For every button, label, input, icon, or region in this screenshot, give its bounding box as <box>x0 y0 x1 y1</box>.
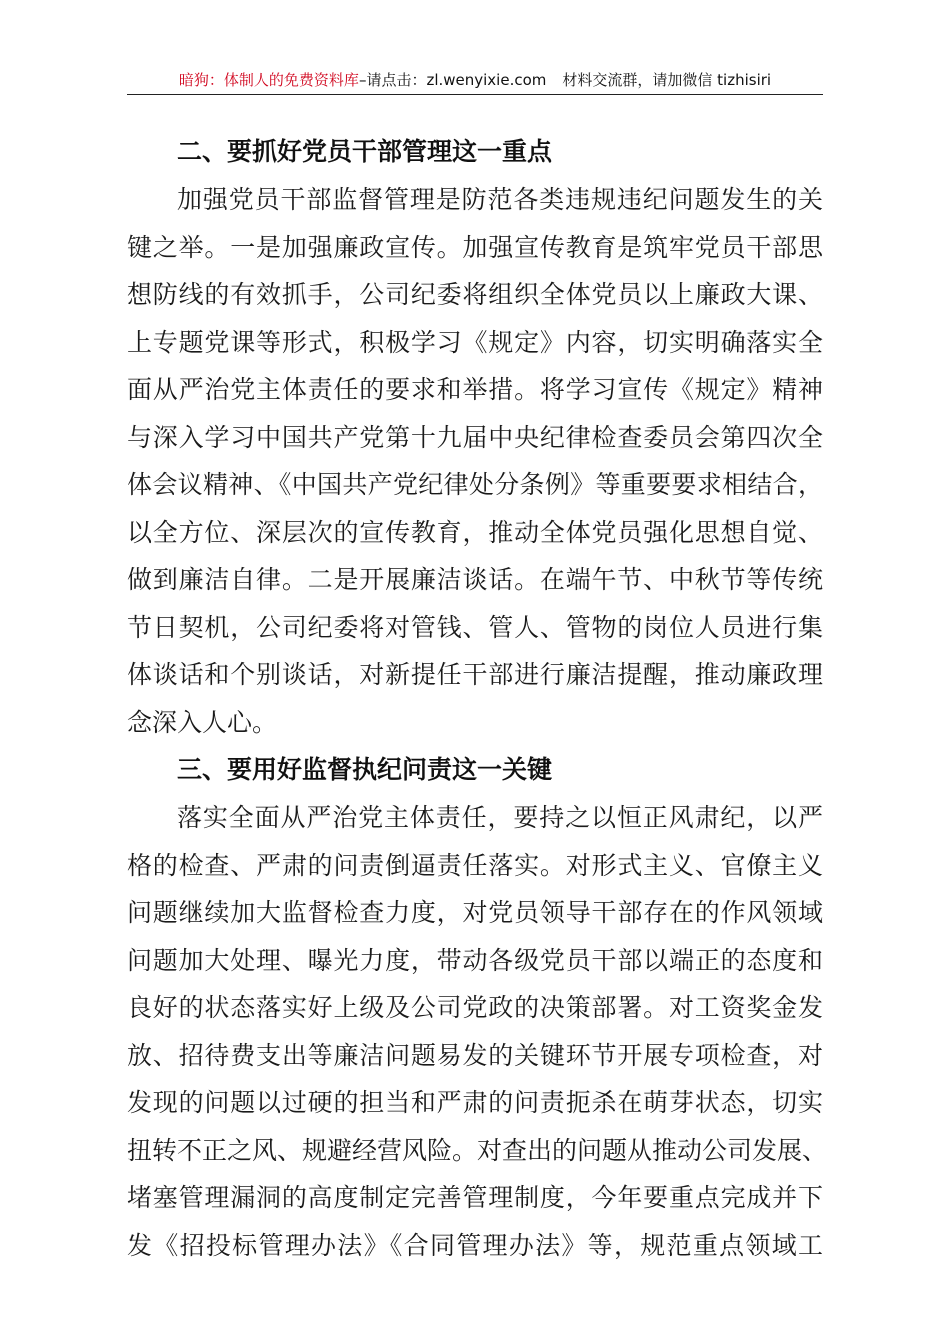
paragraph-line: 键之举。一是加强廉政宣传。加强宣传教育是筑牢党员干部思 <box>127 232 823 262</box>
paragraph-line: 格的检查、严肃的问责倒逼责任落实。对形式主义、官僚主义 <box>127 850 823 880</box>
paragraph-line: 扭转不正之风、规避经营风险。对查出的问题从推动公司发展、 <box>127 1135 828 1165</box>
header-note: 材料交流群，请加微信 tizhisiri <box>562 71 772 89</box>
paragraph-line: 发现的问题以过硬的担当和严肃的问责扼杀在萌芽状态，切实 <box>127 1088 823 1117</box>
paragraph-line: 良好的状态落实好上级及公司党政的决策部署。对工资奖金发 <box>127 993 823 1022</box>
paragraph-line: 体谈话和个别谈话，对新提任干部进行廉洁提醒，推动廉政理 <box>127 660 823 689</box>
paragraph-line: 念深入人心。 <box>127 707 278 737</box>
paragraph-line: 放、招待费支出等廉洁问题易发的关键环节开展专项检查，对 <box>127 1040 823 1070</box>
header-link[interactable]: zl.wenyixie.com <box>426 71 547 89</box>
document-body <box>127 128 828 1269</box>
paragraph-line: 落实全面从严治党主体责任，要持之以恒正风肃纪，以严 <box>177 803 823 832</box>
paragraph-line: 体会议精神、《中国共产党纪律处分条例》等重要要求相结合， <box>127 470 823 499</box>
paragraph-line: 节日契机，公司纪委将对管钱、管人、管物的岗位人员进行集 <box>127 612 823 642</box>
paragraph-line: 做到廉洁自律。二是开展廉洁谈话。在端午节、中秋节等传统 <box>127 565 823 594</box>
paragraph-line: 面从严治党主体责任的要求和举措。将学习宣传《规定》精神 <box>127 375 823 404</box>
section-heading: 三、要用好监督执纪问责这一关键 <box>177 755 553 784</box>
paragraph-line: 加强党员干部监督管理是防范各类违规违纪问题发生的关 <box>177 185 823 214</box>
paragraph-line: 与深入学习中国共产党第十九届中央纪律检查委员会第四次全 <box>127 422 823 452</box>
paragraph-line: 堵塞管理漏洞的高度制定完善管理制度，今年要重点完成并下 <box>127 1183 823 1212</box>
header-link-prefix: –请点击： <box>358 71 427 89</box>
page-header <box>127 66 823 95</box>
paragraph-line: 上专题党课等形式，积极学习《规定》内容，切实明确落实全 <box>127 327 823 357</box>
paragraph-line: 发《招投标管理办法》《合同管理办法》等，规范重点领域工 <box>127 1230 823 1260</box>
paragraph-line: 问题继续加大监督检查力度，对党员领导干部存在的作风领域 <box>127 898 823 927</box>
paragraph-line: 问题加大处理、曝光力度，带动各级党员干部以端正的态度和 <box>127 945 823 975</box>
header-site-name: 暗狗：体制人的免费资料库 <box>178 71 359 89</box>
paragraph-line: 以全方位、深层次的宣传教育，推动全体党员强化思想自觉、 <box>127 517 823 547</box>
section-heading: 二、要抓好党员干部管理这一重点 <box>177 137 553 166</box>
paragraph-line: 想防线的有效抓手，公司纪委将组织全体党员以上廉政大课、 <box>127 280 823 309</box>
